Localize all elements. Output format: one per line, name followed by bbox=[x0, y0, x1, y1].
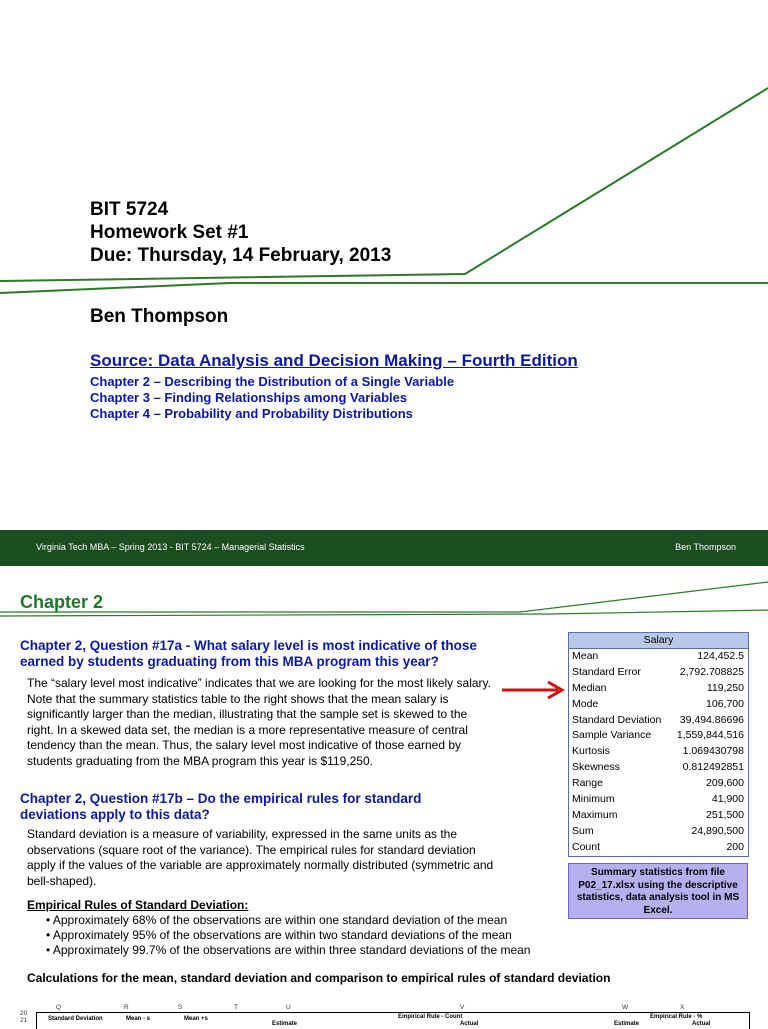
stats-value: 200 bbox=[726, 840, 744, 853]
stats-row bbox=[569, 665, 748, 681]
stats-label: Sum bbox=[572, 824, 594, 837]
title-course: BIT 5724 bbox=[90, 199, 169, 220]
stats-row bbox=[569, 808, 748, 824]
footer-author: Ben Thompson bbox=[675, 542, 736, 552]
stats-row bbox=[569, 744, 748, 760]
stats-label: Skewness bbox=[572, 761, 620, 774]
stats-value: 119,250 bbox=[706, 681, 744, 694]
empirical-rules-title: Empirical Rules of Standard Deviation: bbox=[27, 898, 249, 912]
stats-row bbox=[569, 760, 748, 776]
sheet-header-cell: Estimate bbox=[614, 1021, 640, 1027]
stats-value: 2,792.708825 bbox=[679, 665, 744, 678]
stats-value: 1.069430798 bbox=[682, 745, 744, 758]
stats-row bbox=[569, 649, 748, 665]
stats-label: Standard Deviation bbox=[572, 713, 662, 726]
author-name: Ben Thompson bbox=[90, 306, 229, 327]
stats-value: 106,700 bbox=[706, 697, 744, 710]
stats-label: Range bbox=[572, 777, 603, 790]
stats-value: 209,600 bbox=[706, 777, 744, 790]
stats-value: 124,452.5 bbox=[697, 650, 744, 662]
table-header: Salary bbox=[569, 633, 748, 649]
chapter2-line-rising bbox=[0, 582, 768, 612]
empirical-bullet: • Approximately 68% of the observations are within one standard deviation of the mean bbox=[46, 913, 508, 927]
stats-label: Median bbox=[572, 681, 607, 694]
stats-row bbox=[569, 697, 748, 713]
stats-value: 24,890,500 bbox=[691, 824, 744, 837]
sheet-header-cell: Empirical Rule - % bbox=[650, 1014, 703, 1020]
question-17b: Chapter 2, Question #17b – Do the empirical rules for standard deviations apply to this data? bbox=[20, 791, 422, 822]
stats-row bbox=[569, 681, 748, 697]
column-letter: T bbox=[234, 1004, 238, 1011]
stats-label: Sample Variance bbox=[572, 729, 652, 742]
stats-label: Minimum bbox=[572, 793, 615, 806]
stats-row bbox=[569, 776, 748, 792]
column-letter: Q bbox=[56, 1004, 62, 1011]
stats-value: 1,559,844,516 bbox=[676, 729, 744, 742]
empirical-bullet: • Approximately 99.7% of the observations are within three standard deviations of the mean bbox=[46, 943, 531, 957]
stats-value: 41,900 bbox=[711, 793, 744, 806]
stats-row bbox=[569, 713, 748, 729]
answer-17b: Standard deviation is a measure of variability, expressed in the same units as the observations (square root of the variance). The empirical rules for standard deviation apply if the values of the variable are approximately normally distributed (symmetric and bell-shaped). bbox=[27, 827, 494, 888]
stats-label: Mode bbox=[572, 697, 599, 710]
sheet-header-cell: Standard Deviation bbox=[48, 1016, 103, 1022]
slide-footer bbox=[0, 530, 768, 566]
column-letter: S bbox=[178, 1004, 183, 1011]
stats-label: Mean bbox=[572, 650, 599, 662]
stats-row bbox=[569, 840, 748, 856]
answer-17a: The “salary level most indicative” indicates that we are looking for the most likely salary. Note that the summary statistics table to the right shows that the mean salary is significantly larger than the median, illustrating that the sample set is skewed to the right. In a skewed data set, the median is a more representative measure of central tendency than the mean. Thus, the salary level most indicative of those earned by students graduating from the MBA program this year is $119,250. bbox=[27, 676, 491, 768]
sheet-header-cell: Actual bbox=[692, 1021, 711, 1027]
stats-value: 0.812492851 bbox=[682, 761, 744, 774]
column-letter: R bbox=[124, 1004, 129, 1011]
empirical-bullet: • Approximately 95% of the observations are within two standard deviations of the mean bbox=[46, 928, 512, 942]
sheet-header-cell: Actual bbox=[460, 1021, 479, 1027]
summary-note: Summary statistics from file P02_17.xlsx using the descriptive statistics, data analysis tool in MS Excel. bbox=[568, 863, 748, 919]
stats-value: 251,500 bbox=[706, 808, 744, 821]
sheet-header-cell: Mean +s bbox=[184, 1016, 208, 1022]
title-homework: Homework Set #1 bbox=[90, 222, 249, 243]
question-17a: Chapter 2, Question #17a - What salary level is most indicative of those earned by students graduating from this MBA program this year? bbox=[20, 638, 477, 669]
chapter-line-3: Chapter 3 – Finding Relationships among Variables bbox=[90, 390, 408, 405]
salary-summary-table bbox=[568, 632, 749, 857]
divider-line-lower bbox=[0, 283, 768, 293]
column-letter: U bbox=[286, 1004, 291, 1011]
stats-row bbox=[569, 728, 748, 744]
spreadsheet-preview bbox=[0, 1004, 768, 1027]
stats-label: Kurtosis bbox=[572, 745, 610, 758]
stats-row bbox=[569, 824, 748, 840]
source-line: Source: Data Analysis and Decision Making – Fourth Edition bbox=[90, 351, 578, 370]
calculations-title: Calculations for the mean, standard deviation and comparison to empirical rules of standard deviation bbox=[27, 971, 611, 985]
footer-course: Virginia Tech MBA – Spring 2013 - BIT 5724 – Managerial Statistics bbox=[36, 542, 305, 552]
title-due-date: Due: Thursday, 14 February, 2013 bbox=[90, 245, 392, 266]
column-letter: W bbox=[622, 1004, 629, 1011]
chapter-line-2: Chapter 2 – Describing the Distribution of a Single Variable bbox=[90, 374, 455, 389]
column-letter: V bbox=[460, 1004, 465, 1011]
red-arrow-icon bbox=[500, 680, 568, 700]
sheet-header-cell: Mean - s bbox=[126, 1016, 151, 1022]
chapter2-heading: Chapter 2 bbox=[20, 592, 104, 612]
chapter2-line-lower bbox=[0, 610, 768, 616]
row-number: 20 bbox=[20, 1010, 28, 1017]
stats-row bbox=[569, 792, 748, 808]
sheet-header-cell: Empirical Rule - Count bbox=[398, 1014, 463, 1020]
stats-label: Maximum bbox=[572, 808, 618, 821]
stats-value: 39,494.86696 bbox=[679, 713, 744, 726]
row-number: 21 bbox=[20, 1017, 28, 1024]
sheet-header-cell: Estimate bbox=[272, 1021, 298, 1027]
chapter-line-4: Chapter 4 – Probability and Probability Distributions bbox=[90, 406, 413, 421]
stats-label: Count bbox=[572, 840, 601, 853]
chapter2-decorative-lines bbox=[0, 566, 768, 626]
stats-label: Standard Error bbox=[572, 665, 641, 678]
column-letter: X bbox=[680, 1004, 685, 1011]
